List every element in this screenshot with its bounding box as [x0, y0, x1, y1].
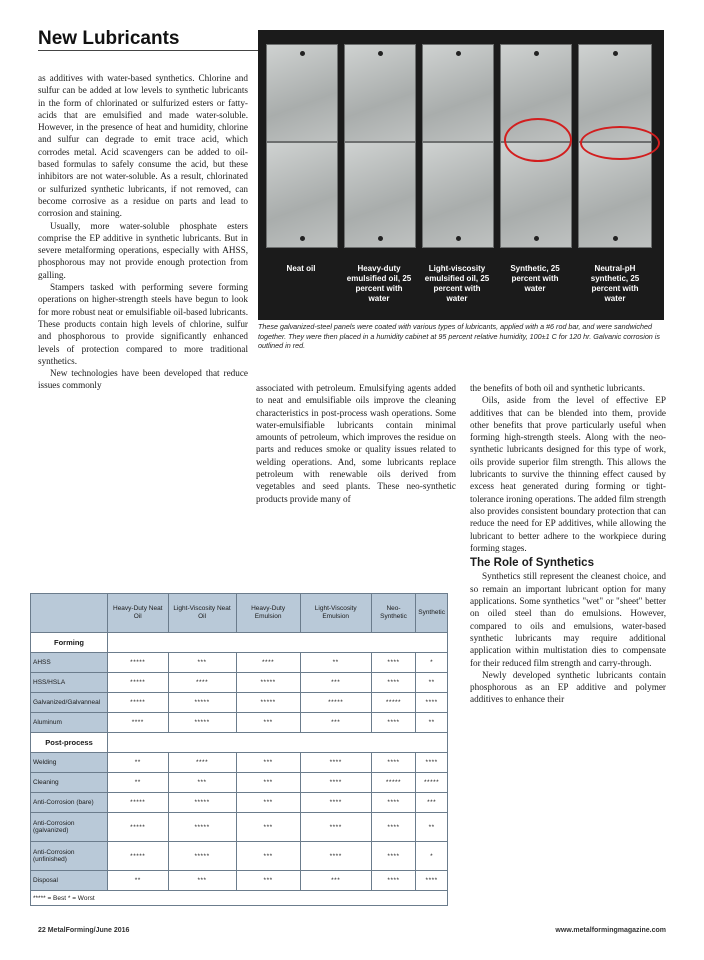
- rating-cell: ****: [168, 673, 236, 693]
- table-row: [31, 871, 448, 891]
- col1-paragraph: New technologies have been developed that reduce issues commonly: [38, 368, 248, 391]
- rating-cell: *****: [168, 842, 236, 871]
- rating-legend: ***** = Best * = Worst: [31, 891, 448, 906]
- rating-cell: ****: [300, 773, 371, 793]
- rating-cell: ****: [371, 653, 415, 673]
- column-header: Neo-Synthetic: [371, 594, 415, 633]
- rating-cell: *****: [371, 773, 415, 793]
- table-section-row: [31, 633, 448, 653]
- rating-cell: *****: [236, 693, 300, 713]
- rating-cell: ****: [236, 653, 300, 673]
- rating-cell: ****: [300, 813, 371, 842]
- row-label: Welding: [31, 753, 108, 773]
- table-section-row: [31, 733, 448, 753]
- rating-cell: ***: [236, 813, 300, 842]
- rating-cell: ***: [236, 773, 300, 793]
- panel-label-2: Heavy-duty emulsified oil, 25 percent with water: [346, 264, 412, 303]
- panel-label-5: Neutral-pH synthetic, 25 percent with water: [590, 264, 640, 303]
- rating-cell: **: [108, 773, 169, 793]
- rating-cell: ****: [371, 871, 415, 891]
- rating-cell: ****: [371, 713, 415, 733]
- rating-cell: *****: [168, 793, 236, 813]
- rating-cell: *****: [236, 673, 300, 693]
- rating-cell: *****: [300, 693, 371, 713]
- rating-cell: *****: [168, 813, 236, 842]
- col1-paragraph: as additives with water-based synthetics. Chlorine and sulfur can be added at low levels to synthetic lubricants in the form of chlorinated or sulfurized esters or fatty-acids that are emulsified and made water-soluble. However, in the presence of heat and humidity, chlorine and sulfur can degrade to emit trace acid, which corrodes metal. Acid scavengers can be added to oil-based formulas to safely consume the acid, but these inhibitors are not water-soluble. As a result, chlorinated or sulfurized synthetic lubricants, if not removed, can become corrosive as a residue on parts and lead to corrosion and staining.: [38, 73, 248, 219]
- footer-right: www.metalformingmagazine.com: [555, 927, 666, 934]
- title-rule: [38, 50, 258, 51]
- section-heading: The Role of Synthetics: [470, 557, 594, 570]
- panel-3-top: [422, 44, 494, 142]
- panel-photo: [258, 30, 664, 320]
- panel-3-bottom: [422, 142, 494, 248]
- row-label: Anti-Corrosion (galvanized): [31, 813, 108, 842]
- rating-cell: ****: [416, 871, 448, 891]
- rating-cell: ****: [371, 673, 415, 693]
- section-title: New Lubricants: [38, 28, 180, 49]
- panel-2-bottom: [344, 142, 416, 248]
- body-column-1: [38, 72, 248, 392]
- row-label: Anti-Corrosion (unfinished): [31, 842, 108, 871]
- table-row: [31, 753, 448, 773]
- rating-cell: ****: [371, 813, 415, 842]
- col1-paragraph: Usually, more water-soluble phosphate esters comprise the EP additive in synthetic lubricants. But in severe metalforming operations, especially with AHSS, phosphorous may not provide enough protection from galling.: [38, 220, 248, 280]
- rating-cell: ***: [236, 842, 300, 871]
- rating-cell: *****: [108, 793, 169, 813]
- rating-cell: ****: [168, 753, 236, 773]
- rating-cell: **: [416, 673, 448, 693]
- rating-cell: *****: [108, 842, 169, 871]
- col3-paragraph: Synthetics still represent the cleanest choice, and so remain an important lubricant option for many applications. Some synthetics "wet" or "sheet" better on oiled steel than do emulsions. However, compared to oils and emulsions, water-based synthetic lubricants may require additional application within multistation dies to compensate for their reduced film strength and carry-through.: [470, 571, 666, 668]
- photo-caption: These galvanized-steel panels were coated with various types of lubricants, applied with a #6 rod bar, and were sandwiched together. They were then placed in a humidity cabinet at 95 percent relative humidity, 100±1 C for 120 hr. Galvanic corrosion is outlined in red.: [258, 322, 660, 350]
- rating-cell: ****: [300, 842, 371, 871]
- rating-cell: ***: [168, 773, 236, 793]
- row-label: AHSS: [31, 653, 108, 673]
- rating-cell: ***: [236, 793, 300, 813]
- rating-cell: ***: [300, 673, 371, 693]
- column-header: Light-Viscosity Neat Oil: [168, 594, 236, 633]
- row-label: Aluminum: [31, 713, 108, 733]
- rating-cell: *: [416, 653, 448, 673]
- col3-paragraph: Oils, aside from the level of effective EP additives that can be blended into them, provide other benefits that prove particularly useful when forming high-strength steels. Along with the neo-synthetic lubricants designed for this type of work, oils provide superior film strength. This allows the lubricants to survive the thinning effect caused by excess heat generated during forming or tight-tolerance ironing operations. The added film strength also provides consistent boundary protection that can reduce the need for EP additives, while allowing the lubricant to better adhere to the workpiece during forming stages.: [470, 395, 666, 553]
- table-row: [31, 693, 448, 713]
- rating-cell: ***: [300, 871, 371, 891]
- rating-cell: ****: [416, 693, 448, 713]
- rating-cell: *: [416, 842, 448, 871]
- rating-cell: *****: [108, 673, 169, 693]
- rating-cell: ***: [236, 753, 300, 773]
- col3-paragraph: Newly developed synthetic lubricants contain phosphorous as an EP additive and polymer additives to enhance their: [470, 669, 666, 705]
- rating-cell: *****: [108, 653, 169, 673]
- section-label: Forming: [31, 633, 108, 653]
- rating-cell: ***: [168, 653, 236, 673]
- row-label: Galvanized/Galvanneal: [31, 693, 108, 713]
- rating-cell: **: [300, 653, 371, 673]
- column-header: Heavy-Duty Emulsion: [236, 594, 300, 633]
- section-spacer: [108, 633, 448, 653]
- section-spacer: [108, 733, 448, 753]
- rating-cell: ***: [416, 793, 448, 813]
- col3-paragraph: the benefits of both oil and synthetic lubricants.: [470, 383, 646, 393]
- rating-cell: **: [108, 753, 169, 773]
- col2-paragraph: associated with petroleum. Emulsifying agents added to neat and emulsifiable oils improve the cleaning characteristics in post-process wash operations. Some water-emulsifiable lubricants contain minimal amounts of petroleum, which improves the residue on parts and reduces smoke or quality issues related to welding operations. And, some lubricants replace petroleum with renewable oils derived from vegetables and seed plants. These neo-synthetic products provide many of: [256, 383, 456, 504]
- col1-paragraph: Stampers tasked with performing severe forming operations on higher-strength steels have begun to look for more robust neat or emulsifiable oil-based lubricants. These products contain high levels of chlorine, sulfur and phosphorous to provide significantly enhanced levels of protection compared to more traditional synthetics.: [38, 282, 248, 366]
- rating-cell: *****: [371, 693, 415, 713]
- panel-label-3: Light-viscosity emulsified oil, 25 percent with water: [424, 264, 490, 303]
- panel-1-bottom: [266, 142, 338, 248]
- panel-label-4: Synthetic, 25 percent with water: [510, 264, 560, 293]
- row-label: Anti-Corrosion (bare): [31, 793, 108, 813]
- rating-cell: *****: [416, 773, 448, 793]
- rating-cell: **: [416, 713, 448, 733]
- rating-cell: *****: [108, 813, 169, 842]
- row-label: HSS/HSLA: [31, 673, 108, 693]
- body-column-3: [470, 382, 666, 706]
- panel-2-top: [344, 44, 416, 142]
- rating-cell: ****: [416, 753, 448, 773]
- table-header-row: [31, 594, 448, 633]
- rating-cell: *****: [168, 713, 236, 733]
- corrosion-outline-2: [580, 126, 660, 160]
- column-header: Synthetic: [416, 594, 448, 633]
- row-label: Cleaning: [31, 773, 108, 793]
- table-row: [31, 813, 448, 842]
- rating-cell: ****: [300, 753, 371, 773]
- corrosion-outline-1: [504, 118, 572, 162]
- rating-cell: ***: [300, 713, 371, 733]
- rating-cell: **: [416, 813, 448, 842]
- lubricant-comparison-table: [30, 593, 448, 906]
- rating-cell: ***: [168, 871, 236, 891]
- rating-cell: **: [108, 871, 169, 891]
- table-row: [31, 773, 448, 793]
- panel-label-1: Neat oil: [286, 264, 316, 273]
- rating-cell: ****: [371, 793, 415, 813]
- table-row: [31, 673, 448, 693]
- rating-cell: ****: [300, 793, 371, 813]
- rating-cell: ****: [371, 842, 415, 871]
- table-row: [31, 653, 448, 673]
- rating-cell: *****: [168, 693, 236, 713]
- column-header: Light-Viscosity Emulsion: [300, 594, 371, 633]
- rating-cell: *****: [108, 693, 169, 713]
- panel-1-top: [266, 44, 338, 142]
- table-corner: [31, 594, 108, 633]
- rating-cell: ***: [236, 713, 300, 733]
- rating-cell: ***: [236, 871, 300, 891]
- section-label: Post-process: [31, 733, 108, 753]
- body-column-2: [256, 382, 456, 505]
- table-row: [31, 793, 448, 813]
- footer-left: 22 MetalForming/June 2016: [38, 927, 130, 934]
- table-legend-row: [31, 891, 448, 906]
- rating-cell: ****: [108, 713, 169, 733]
- table-row: [31, 842, 448, 871]
- table-row: [31, 713, 448, 733]
- rating-cell: ****: [371, 753, 415, 773]
- column-header: Heavy-Duty Neat Oil: [108, 594, 169, 633]
- row-label: Disposal: [31, 871, 108, 891]
